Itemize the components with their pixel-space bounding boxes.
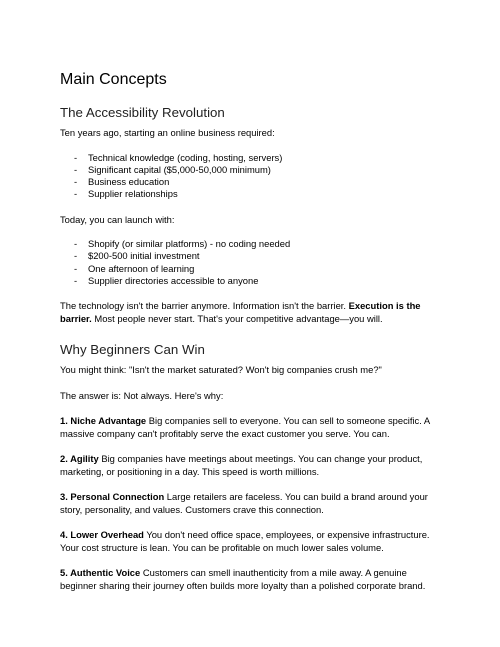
list-item: - Shopify (or similar platforms) - no coding needed <box>74 238 291 250</box>
list-item: - Supplier relationships <box>74 188 178 200</box>
point-agility: 2. Agility Big companies have meetings about meetings. You can change your product, marketing, or positioning in a day. This speed is worth millions. <box>60 453 423 477</box>
past-requirements-list <box>60 152 445 201</box>
today-items-list <box>60 238 445 287</box>
point-authentic-voice: 5. Authentic Voice Customers can smell inauthenticity from a mile away. A genuine beginner sharing their journey often builds more loyalty than a polished corporate brand. <box>60 567 426 591</box>
point-personal-connection: 3. Personal Connection Large retailers are faceless. You can build a brand around your story, personality, and values. Customers crave this connection. <box>60 491 428 515</box>
section-heading-beginners: Why Beginners Can Win <box>60 342 205 358</box>
section2-answer: The answer is: Not always. Here's why: <box>60 389 224 401</box>
list-item: - One afternoon of learning <box>74 262 195 274</box>
section1-closing: The technology isn't the barrier anymore. Information isn't the barrier. Execution is the barrier. Most people never start. That's your competitive advantage—you will. <box>60 300 421 324</box>
list-item: - Technical knowledge (coding, hosting, servers) <box>74 151 283 163</box>
section-heading-accessibility: The Accessibility Revolution <box>60 105 225 120</box>
today-intro: Today, you can launch with: <box>60 213 175 225</box>
point-niche-advantage: 1. Niche Advantage Big companies sell to everyone. You can sell to someone specific. A massive company can't profitably serve the exact customer you serve. You can. <box>60 415 430 439</box>
section2-question: You might think: "Isn't the market saturated? Won't big companies crush me?" <box>60 364 382 376</box>
list-item: - $200-500 initial investment <box>74 250 200 262</box>
list-item: - Significant capital ($5,000-50,000 minimum) <box>74 163 271 175</box>
list-item: - Business education <box>74 176 170 188</box>
emphasis-execution: Execution is the barrier. <box>60 300 421 324</box>
document-body <box>60 70 445 592</box>
section1-intro: Ten years ago, starting an online business required: <box>60 127 275 138</box>
page-title: Main Concepts <box>60 71 167 88</box>
list-item: - Supplier directories accessible to anyone <box>74 275 259 287</box>
point-lower-overhead: 4. Lower Overhead You don't need office space, employees, or expensive infrastructure. Your cost structure is lean. You can be profitable on much lower sales volume. <box>60 529 430 553</box>
